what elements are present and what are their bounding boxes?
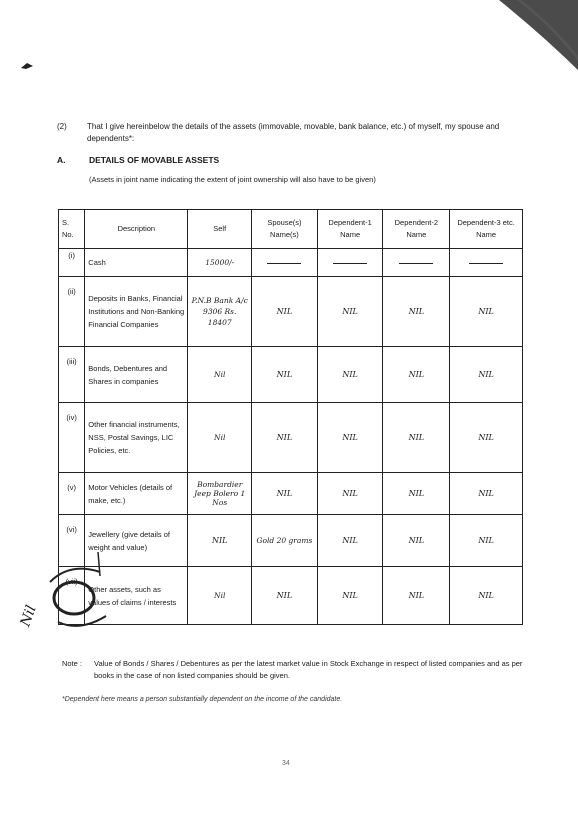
row-dep2-value: NIL (383, 567, 450, 625)
row-description: Deposits in Banks, Financial Institutions and Non-Banking Financial Companies (85, 277, 188, 347)
section-heading (57, 155, 219, 165)
header-description: Description (85, 210, 188, 249)
row-description: Cash (85, 249, 188, 277)
row-self-value: Bombardier Jeep Bolero 1 Nos (188, 473, 252, 515)
row-dep1-value: NIL (317, 403, 383, 473)
row-sno: (v) (59, 473, 85, 515)
scan-speck (20, 62, 34, 70)
table-row (59, 567, 523, 625)
row-description: Other assets, such as values of claims / interests (85, 567, 188, 625)
header-spouse: Spouse(s) Name(s) (252, 210, 318, 249)
row-dep1-value: NIL (317, 515, 383, 567)
row-sno: (iv) (59, 403, 85, 473)
header-dependent-2: Dependent-2 Name (383, 210, 450, 249)
row-dep1-value: NIL (317, 277, 383, 347)
row-self-value: 15000/- (188, 249, 252, 277)
row-sno: (vii) (59, 567, 85, 625)
table-row (59, 473, 523, 515)
row-dep1-value: NIL (317, 567, 383, 625)
table-row (59, 403, 523, 473)
handwritten-scribble (40, 552, 120, 642)
row-description: Other financial instruments, NSS, Postal Savings, LIC Policies, etc. (85, 403, 188, 473)
empty-dash (399, 263, 433, 264)
row-spouse-value: NIL (252, 567, 318, 625)
section-title: DETAILS OF MOVABLE ASSETS (89, 155, 220, 165)
row-description: Jewellery (give details of weight and value) (85, 515, 188, 567)
row-spouse-value: NIL (252, 347, 318, 403)
note-text: Value of Bonds / Shares / Debentures as per the latest market value in Stock Exchange in respect of listed companies and as per books in the case of non listed companies should be given. (94, 659, 523, 680)
header-dependent-3: Dependent-3 etc. Name (450, 210, 523, 249)
row-dep3-value: NIL (450, 473, 523, 515)
note (62, 658, 532, 682)
table-row (59, 347, 523, 403)
row-self-value: Nil (188, 347, 252, 403)
margin-signature: Nil (17, 603, 40, 629)
row-self-value: NIL (188, 515, 252, 567)
row-dep3-value: NIL (450, 403, 523, 473)
empty-dash (469, 263, 503, 264)
header-dependent-1: Dependent-1 Name (317, 210, 383, 249)
table-header-row (59, 210, 523, 249)
empty-dash (333, 263, 367, 264)
row-dep3-value: NIL (450, 277, 523, 347)
row-dep1-value: NIL (317, 473, 383, 515)
empty-dash (267, 263, 301, 264)
row-sno: (vi) (59, 515, 85, 567)
row-sno: (ii) (59, 277, 85, 347)
row-description: Motor Vehicles (details of make, etc.) (85, 473, 188, 515)
row-dep3-value: NIL (450, 515, 523, 567)
intro-statement (57, 121, 527, 145)
row-dep3-value (450, 249, 523, 277)
row-dep2-value (383, 249, 450, 277)
row-spouse-value: NIL (252, 403, 318, 473)
row-spouse-value: NIL (252, 473, 318, 515)
row-spouse-value: Gold 20 grams (252, 515, 318, 567)
header-sno: S. No. (59, 210, 85, 249)
intro-number: (2) (57, 122, 67, 131)
row-dep2-value: NIL (383, 403, 450, 473)
row-dep2-value: NIL (383, 515, 450, 567)
row-dep1-value: NIL (317, 347, 383, 403)
row-dep2-value: NIL (383, 347, 450, 403)
row-dep2-value: NIL (383, 277, 450, 347)
section-subtitle: (Assets in joint name indicating the extent of joint ownership will also have to be given) (89, 175, 376, 184)
row-dep3-value: NIL (450, 567, 523, 625)
table-row (59, 249, 523, 277)
row-spouse-value (252, 249, 318, 277)
intro-text: That I give hereinbelow the details of the assets (immovable, movable, bank balance, etc.) of myself, my spouse and dependents*: (87, 122, 500, 143)
row-sno: (i) (59, 249, 85, 277)
page-number: 34 (282, 760, 290, 767)
movable-assets-table (58, 209, 523, 625)
footnote: *Dependent here means a person substantially dependent on the income of the candidate. (62, 696, 343, 703)
row-dep3-value: NIL (450, 347, 523, 403)
row-dep2-value: NIL (383, 473, 450, 515)
row-dep1-value (317, 249, 383, 277)
header-self: Self (188, 210, 252, 249)
row-description: Bonds, Debentures and Shares in companies (85, 347, 188, 403)
row-spouse-value: NIL (252, 277, 318, 347)
table-row (59, 277, 523, 347)
row-sno: (iii) (59, 347, 85, 403)
section-letter: A. (57, 155, 66, 165)
row-self-value: P.N.B Bank A/c 9306 Rs. 18407 (188, 277, 252, 347)
note-label: Note : (62, 659, 83, 668)
row-self-value: Nil (188, 403, 252, 473)
table-row (59, 515, 523, 567)
row-self-value: Nil (188, 567, 252, 625)
scan-corner-smudge (474, 0, 578, 86)
